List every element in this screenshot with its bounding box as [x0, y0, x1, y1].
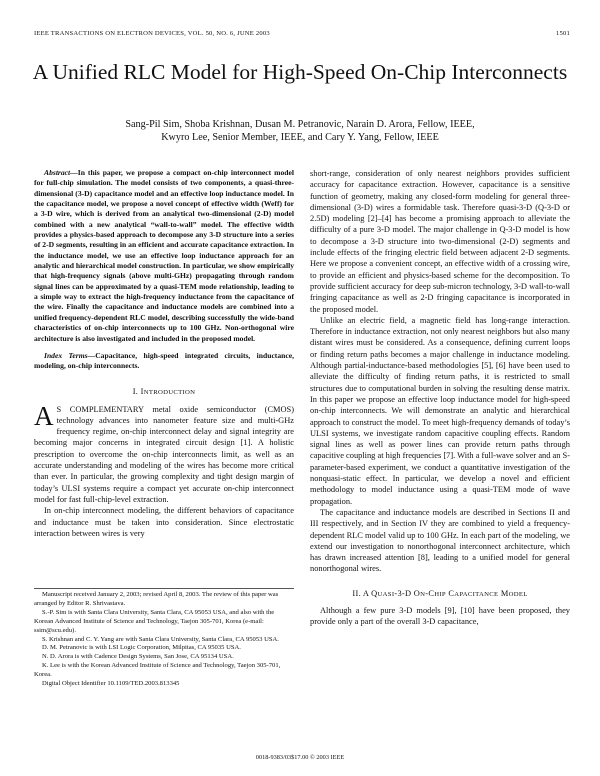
footnotes: [34, 591, 294, 689]
page-number: 1501: [556, 30, 570, 37]
footnote-rule: [34, 588, 294, 589]
abstract: [34, 168, 294, 344]
body-paragraph: Unlike an electric field, a magnetic field has long-range interaction. Therefore in inductance extraction, not only nearest neighbors but also many distant wires must be considered. As a consequence, defining current loops or finding return paths becomes a major challenge in inductance modeling. Although partial-inductance-based methodologies [5], [6] have been used to alleviate the difficulty of finding return paths, it is restricted to small structures due to computational burden in solving the resulting dense matrix. In this paper we propose an effective loop inductance model for high-speed on-chip interconnects. We will demonstrate an analytic and hierarchical approach to construct the model. To meet high-frequency demands of today’s ULSI systems, we investigate random capacitive coupling effects. Random signal lines as well as power lines can provide return paths through capacitive coupling at high frequencies [7]. With a full-wave solver and an S-parameter-based experiment, we conduct a quantitative investigation of the nonquasi-static effect. In particular, we develop a novel and efficient methodology to model inductance using a quasi-TEM mode of wave propagation.: [310, 315, 570, 506]
author-line-2: Kwyro Lee, Senior Member, IEEE, and Cary Y. Yang, Fellow, IEEE: [161, 132, 439, 143]
footnote: Manuscript received January 2, 2003; revised April 8, 2003. The review of this paper was arranged by Editor R. Shrivastava.: [34, 591, 279, 607]
section-heading-capacitance-model: II. A QUASI-3-D ON-CHIP CAPACITANCE MODEL: [352, 588, 528, 598]
footnote: K. Lee is with the Korean Advanced Institute of Science and Technology, Taejon 305-701, Korea.: [34, 662, 281, 679]
footnote: S. Krishnan and C. Y. Yang are with Santa Clara University, Santa Clara, CA 95053 USA.: [42, 635, 279, 643]
abstract-label: Abstract—: [44, 168, 78, 177]
running-header: [34, 30, 570, 42]
paper-title: A Unified RLC Model for High-Speed On-Chip Interconnects: [32, 60, 568, 84]
author-list: [40, 118, 560, 144]
index-terms: [34, 351, 294, 372]
body-paragraph: short-range, consideration of only nearest neighbors provides sufficient accuracy for capacitance extraction. However, capacitance is a sensitive function of geometry, making any closed-form modeling for general three-dimensional (3-D) wires a formidable task. Therefore quasi-3-D (Q-3-D or 2.5D) modeling [2]–[4] has become a promising approach to alleviate the difficulty of a pure 3-D model. The major challenge in Q-3-D model is how to decompose a 3-D structure into two-dimensional (2-D) segments and include effects of the fringing electric field between adjacent 2-D segments. Here we propose a convenient concept, an effective width of a crossing wire, to provide an efficient and physics-based scheme for the decomposition. To provide sufficient accuracy for deep sub-micron technology, 3-D wall-to-wall fringing capacitance as well as 2-D fringing capacitance is incorporated in the proposed model.: [310, 169, 570, 314]
footnote: D. M. Petranovic is with LSI Logic Corporation, Milpitas, CA 95035 USA.: [42, 644, 241, 652]
copyright-footer: 0018-9383/03$17.00 © 2003 IEEE: [255, 754, 345, 761]
index-terms-label: Index Terms—: [44, 350, 96, 360]
left-column: [34, 168, 294, 539]
footnote-doi: Digital Object Identifier 10.1109/TED.2003.813345: [42, 680, 180, 688]
abstract-text: In this paper, we propose a compact on-chip interconnect model for full-chip simulation. The model consists of two components, a quasi-three-dimensional (3-D) capacitance model and an effective loop inductance model. In the capacitance model, we propose a novel concept of effective width (Weff) for a 3-D wire, which is derived from an analytical two-dimensional (2-D) model combined with a new analytical “wall-to-wall” model. The effective width provides a physics-based approach to decompose any 3-D structure into a series of 2-D segments, resulting in an efficient and accurate capacitance extraction. In the inductance model, we use an effective loop inductance approach for an analytic and hierarchical model construction. In particular, we show empirically that high-frequency signals (above multi-GHz) propagating through random signal lines can be approximated by a quasi-TEM mode relationship, leading to a simple way to extract the high-frequency inductance from the capacitance of the wire. Finally the capacitance and inductance models are combined into a unified frequency-dependent RLC model, describing successfully the wide-band characteristics of on-chip interconnects up to 100 GHz. Non-orthogonal wire architecture is also investigated and included in the proposed model.: [34, 168, 294, 343]
drop-cap: A: [34, 400, 54, 431]
body-paragraph: The capacitance and inductance models are described in Sections II and III respectively, and in Section IV they are combined to yield a frequency-dependent RLC model valid up to 100 GHz. In each part of the modeling, we extend our investigation to nonorthogonal interconnect architecture, which has drawn increased attention [8], leading to a unified model for general nonorthogonal wires.: [310, 507, 570, 574]
footnote: S.-P. Sim is with Santa Clara University, Santa Clara, CA 95053 USA, and also with the Korean Advanced Institute of Science and Technology, Taejon 305-701, Korea (e-mail: ssim@scu.edu).: [34, 608, 275, 634]
right-column: [310, 168, 570, 627]
author-line-1: Sang-Pil Sim, Shoba Krishnan, Dusan M. Petranovic, Narain D. Arora, Fellow, IEEE,: [125, 119, 475, 130]
body-paragraph: Although a few pure 3-D models [9], [10] have been proposed, they provide only a part of the overall 3-D capacitance,: [310, 605, 570, 626]
index-terms-text: Capacitance, high-speed integrated circuits, inductance, modeling, on-chip interconnects.: [34, 350, 294, 371]
intro-paragraph-2: In on-chip interconnect modeling, the different behaviors of capacitance and inductance must be taken into consideration. Since electrostatic interaction between wires is very: [34, 506, 294, 538]
section-heading-introduction: I. INTRODUCTION: [132, 386, 196, 396]
footnote: N. D. Arora is with Cadence Design Systems, San Jose, CA 95134 USA.: [42, 653, 234, 661]
intro-paragraph-1: A S COMPLEMENTARY metal oxide semiconductor (CMOS) technology advances into nanometer feature size and multi-GHz frequency regime, on-chip interconnect delay and signal integrity are becoming major concerns in integrated circuit design [1]. A holistic prescription to overcome the on-chip interconnects limit, as well as an accurate understanding and modeling of the wires has become more critical than ever. In particular, the growing complexity and tight design margin of today’s ULSI systems require a compact yet accurate on-chip interconnect model for fast full-chip-level extraction.: [34, 400, 294, 504]
journal-name: IEEE TRANSACTIONS ON ELECTRON DEVICES, VOL. 50, NO. 6, JUNE 2003: [34, 30, 270, 37]
